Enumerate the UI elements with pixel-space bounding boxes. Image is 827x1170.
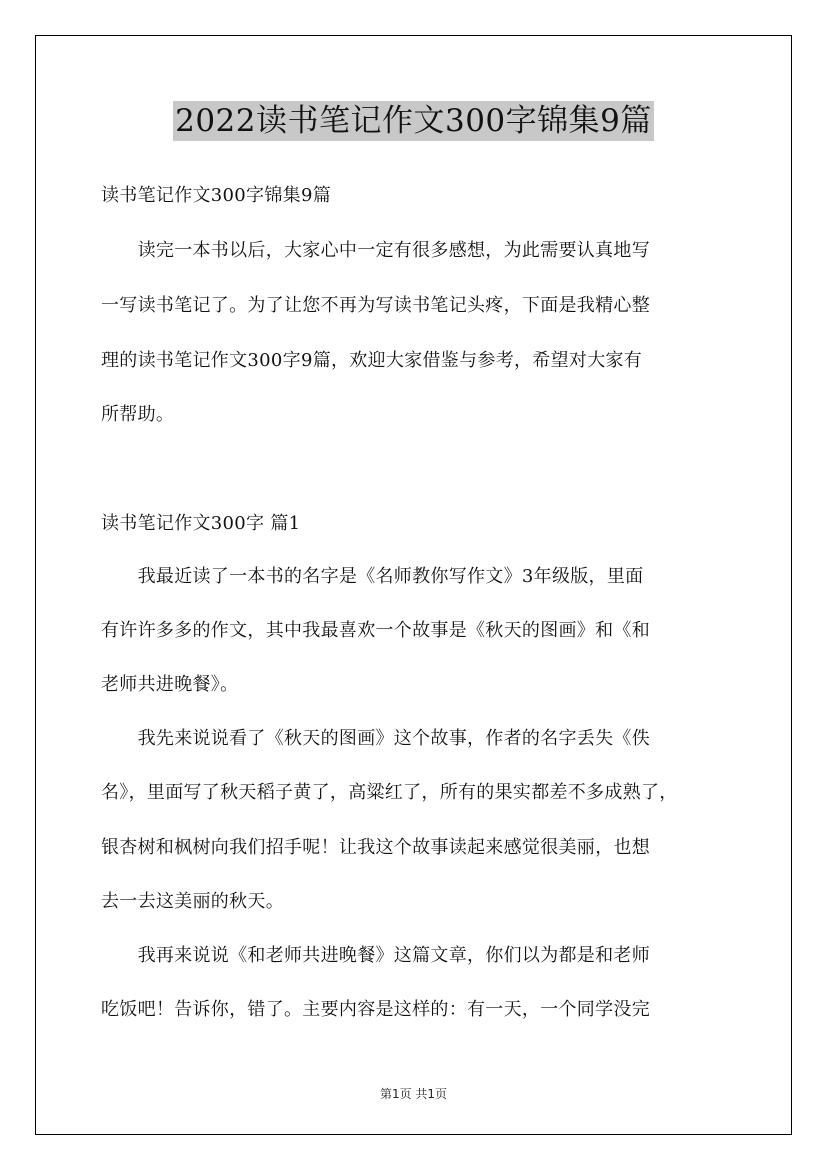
intro-line-2: 一写读书笔记了。为了让您不再为写读书笔记头疼，下面是我精心整: [101, 295, 650, 316]
intro-line-1: 读完一本书以后，大家心中一定有很多感想，为此需要认真地写: [101, 240, 650, 261]
para3-line-1: 我再来说说《和老师共进晚餐》这篇文章，你们以为都是和老师: [101, 945, 650, 966]
para2-line-1: 我先来说说看了《秋天的图画》这个故事，作者的名字丢失《佚: [101, 728, 650, 749]
page-footer: 第1页 共1页: [379, 1087, 448, 1101]
document-subtitle: 读书笔记作文300字锦集9篇: [101, 185, 332, 206]
para1-line-1: 我最近读了一本书的名字是《名师教你写作文》3年级版，里面: [101, 566, 644, 587]
para2-line-4: 去一去这美丽的秋天。: [101, 891, 284, 912]
intro-line-4: 所帮助。: [101, 404, 175, 425]
para2-line-2: 名》，里面写了秋天稻子黄了，高粱红了，所有的果实都差不多成熟了，: [101, 782, 678, 803]
title-container: [0, 101, 827, 141]
para1-line-2: 有许许多多的作文，其中我最喜欢一个故事是《秋天的图画》和《和: [101, 620, 650, 641]
document-title: 2022读书笔记作文300字锦集9篇: [175, 103, 652, 139]
para1-line-3: 老师共进晚餐》。: [101, 674, 239, 695]
para3-line-2: 吃饭吧！告诉你，错了。主要内容是这样的：有一天，一个同学没完: [101, 999, 650, 1020]
intro-line-3: 理的读书笔记作文300字9篇，欢迎大家借鉴与参考，希望对大家有: [101, 350, 643, 371]
section-heading: 读书笔记作文300字 篇1: [101, 513, 301, 534]
para2-line-3: 银杏树和枫树向我们招手呢！让我这个故事读起来感觉很美丽，也想: [101, 837, 650, 858]
